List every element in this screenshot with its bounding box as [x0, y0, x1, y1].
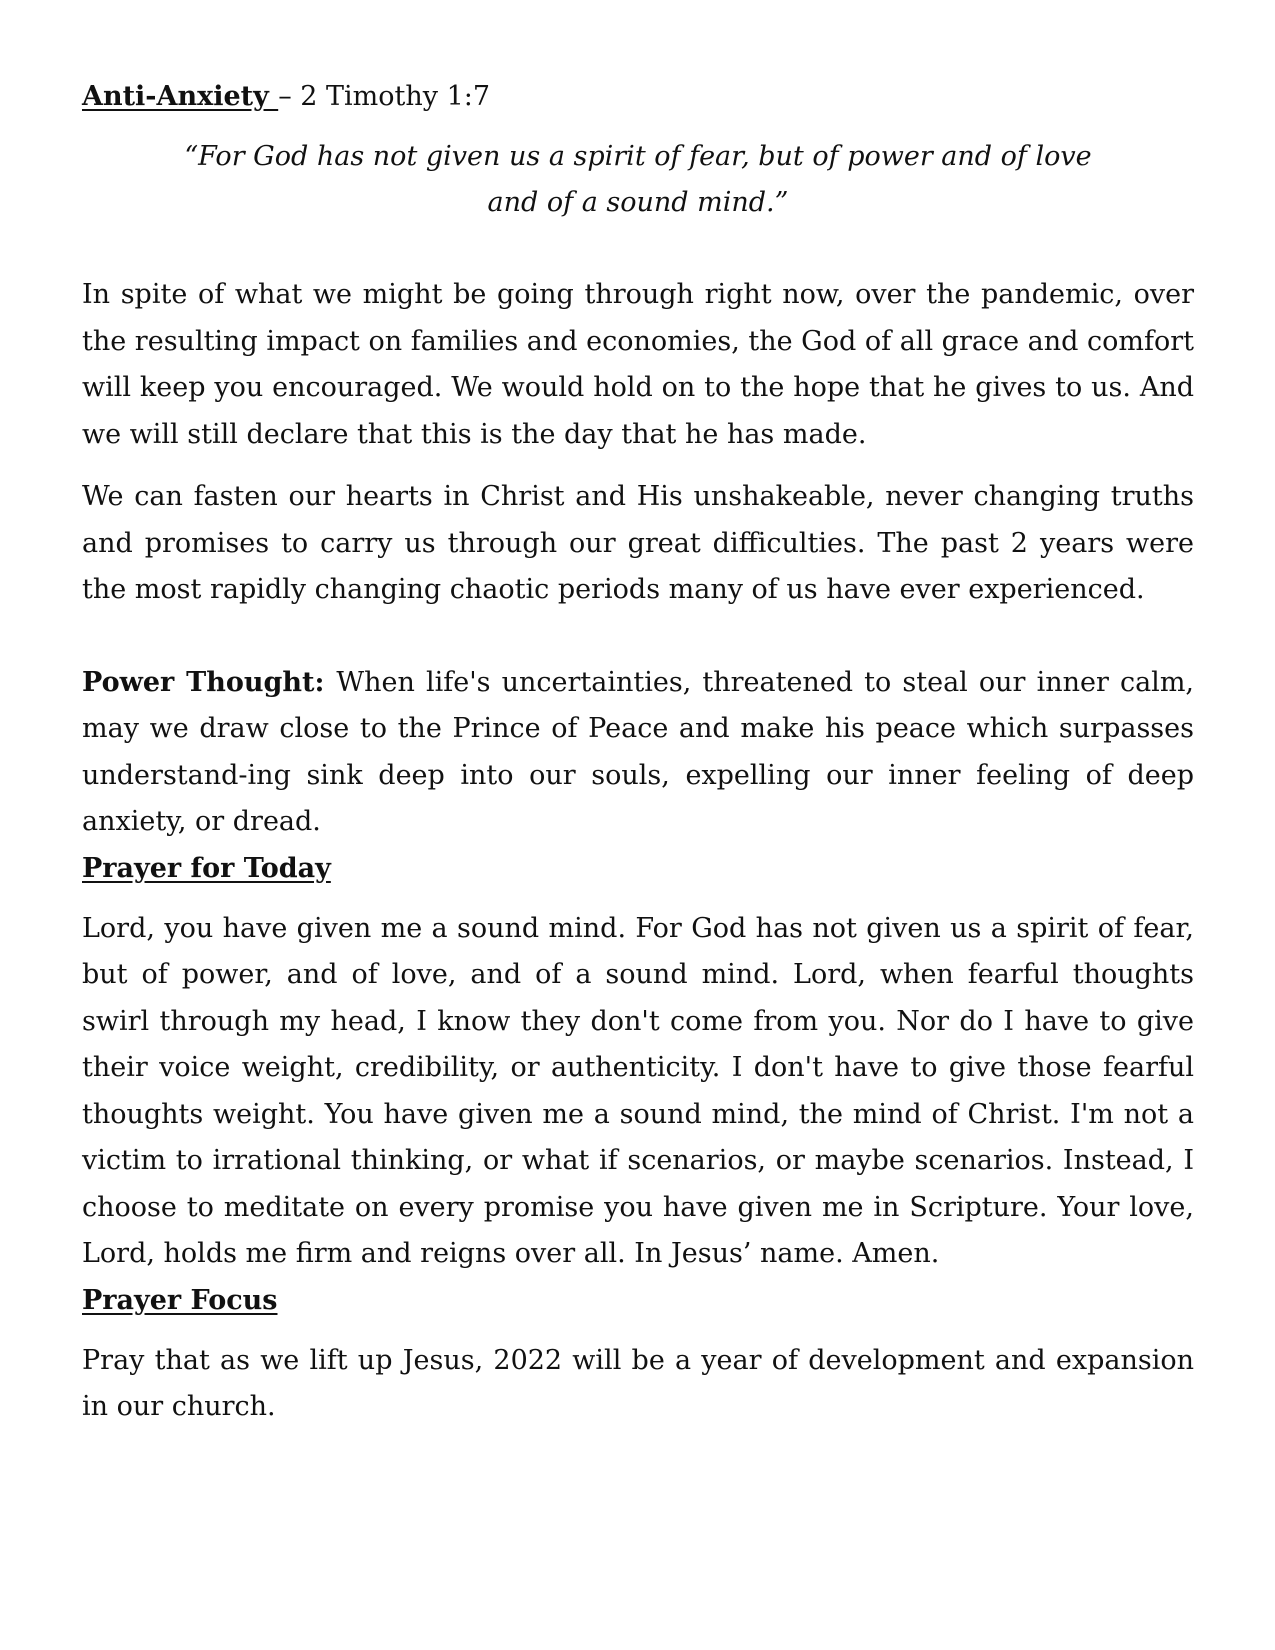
body-paragraph-2: We can fasten our hearts in Christ and His unshakeable, never changing truths and promises to carry us through our great difficulties. The past 2 years were the most rapidly changing chaotic periods many of us have ever experienced. — [82, 481, 1194, 605]
scripture-reference: – 2 Timothy 1:7 — [278, 81, 491, 112]
prayer-focus-heading: Prayer Focus — [82, 1284, 278, 1316]
power-thought-paragraph — [82, 660, 1194, 846]
scripture-verse: “For God has not given us a spirit of fear, but of power and of love and of a sound mind.” — [184, 141, 1092, 218]
power-thought-text: When life's uncertainties, threatened to steal our inner calm, may we draw close to the Prince of Peace and make his peace which surpasses understand-ing sink deep into our souls, expelling our inner feeling of deep anxiety, or dread. — [82, 666, 1195, 837]
prayer-focus-text: Pray that as we lift up Jesus, 2022 will be a year of development and expansion in our church. — [82, 1344, 1194, 1422]
document-page — [82, 74, 1194, 1431]
prayer-today-text: Lord, you have given me a sound mind. For God has not given us a spirit of fear, but of power, and of love, and of a sound mind. Lord, when fearful thoughts swirl through my head, I know they don't come from you. Nor do I have to give their voice weight, credibility, or authenticity. I don't have to give those fearful thoughts weight. You have given me a sound mind, the mind of Christ. I'm not a victim to irrational thinking, or what if scenarios, or maybe scenarios. Instead, I choose to meditate on every promise you have given me in Scripture. Your love, Lord, holds me firm and reigns over all. In Jesus’ name. Amen. — [82, 912, 1194, 1269]
power-thought-label: Power Thought: — [82, 666, 337, 698]
body-paragraph-1: In spite of what we might be going through right now, over the pandemic, over the resulting impact on families and economies, the God of all grace and comfort will keep you encouraged. We would hold on to the hope that he gives to us. And we will still declare that this is the day that he has made. — [82, 279, 1194, 450]
title-line — [82, 74, 1194, 120]
prayer-today-heading: Prayer for Today — [82, 852, 331, 884]
devotional-title: Anti-Anxiety — [82, 81, 279, 112]
